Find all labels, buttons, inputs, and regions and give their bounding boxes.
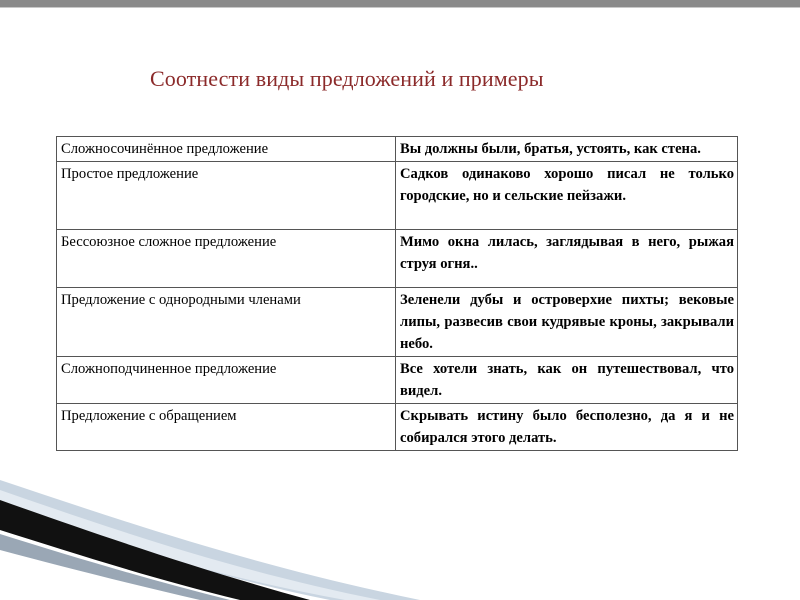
table-row	[57, 357, 738, 404]
table-row	[57, 404, 738, 451]
example-cell: Скрывать истину было бесполезно, да я и не собирался этого делать.	[396, 404, 738, 451]
decorative-corner-swoosh	[0, 480, 800, 600]
matching-table	[56, 136, 738, 451]
table-row	[57, 230, 738, 288]
table-row	[57, 288, 738, 357]
table-row	[57, 162, 738, 230]
slide-top-bar-accent	[0, 7, 800, 8]
sentence-type-cell: Предложение с обращением	[57, 404, 396, 451]
sentence-type-cell: Предложение с однородными членами	[57, 288, 396, 357]
slide-title: Соотнести виды предложений и примеры	[150, 66, 544, 91]
example-cell: Садков одинаково хорошо писал не только городские, но и сельские пейзажи.	[396, 162, 738, 230]
sentence-type-cell: Бессоюзное сложное предложение	[57, 230, 396, 288]
example-cell: Вы должны были, братья, устоять, как стена.	[396, 137, 738, 162]
table-row	[57, 137, 738, 162]
example-cell: Все хотели знать, как он путешествовал, что видел.	[396, 357, 738, 404]
swoosh-light-band	[0, 480, 420, 600]
swoosh-light-band-inner	[0, 490, 380, 600]
sentence-type-cell: Простое предложение	[57, 162, 396, 230]
swoosh-grey-band	[0, 534, 230, 600]
sentence-type-cell: Сложносочинённое предложение	[57, 137, 396, 162]
slide-top-bar	[0, 0, 800, 7]
example-cell: Зеленели дубы и островерхие пихты; вековые липы, развесив свои кудрявые кроны, закрывали небо.	[396, 288, 738, 357]
sentence-type-cell: Сложноподчиненное предложение	[57, 357, 396, 404]
swoosh-dark-band	[0, 500, 310, 600]
example-cell: Мимо окна лилась, заглядывая в него, рыжая струя огня..	[396, 230, 738, 288]
